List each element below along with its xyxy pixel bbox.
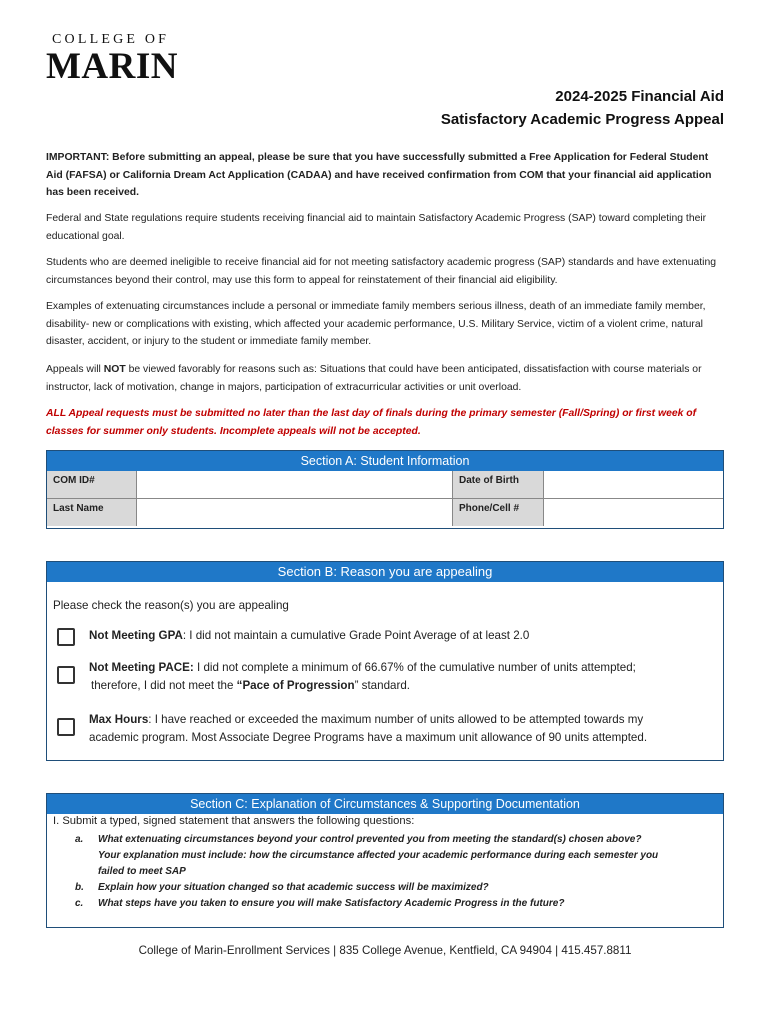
max-hours-checkbox[interactable]	[57, 718, 75, 736]
logo-line2: MARIN	[46, 46, 178, 87]
question-b: Explain how your situation changed so that academic success will be maximized?	[98, 882, 489, 893]
section-a-title: Section A: Student Information	[47, 451, 723, 471]
section-c-explanation	[46, 793, 724, 928]
question-b-marker: b.	[75, 882, 84, 893]
section-b-title: Section B: Reason you are appealing	[47, 562, 723, 582]
college-logo	[46, 30, 186, 90]
phone-field[interactable]	[544, 499, 723, 526]
date-of-birth-field[interactable]	[544, 471, 723, 498]
paragraph-regulations: Federal and State regulations require students receiving financial aid to maintain Satisfactory Academic Progress (SAP) toward completing their educational goal.	[46, 213, 707, 242]
question-c: What steps have you taken to ensure you will make Satisfactory Academic Progress in the future?	[98, 898, 565, 909]
question-c-marker: c.	[75, 898, 84, 909]
section-b-prompt: Please check the reason(s) you are appealing	[53, 599, 289, 612]
pace-checkbox[interactable]	[57, 666, 75, 684]
paragraph-examples: Examples of extenuating circumstances include a personal or immediate family members serious illness, death of an immediate family member, disability- new or complications with existing, which affected your academic performance, U.S. Military Service, victim of a violent crime, natural disaster, accident, or injury to the student or immediate family member.	[46, 301, 706, 348]
paragraph-eligibility: Students who are deemed ineligible to receive financial aid for not meeting satisfactory academic progress (SAP) standards and have extenuating circumstances beyond their control, may use this form to appeal for reinstatement of their financial aid eligibility.	[46, 257, 716, 286]
important-notice: IMPORTANT: Before submitting an appeal, please be sure that you have successfully submitted a Free Application for Federal Student Aid (FAFSA) or California Dream Act Application (CADAA) and have received confirmation from COM that your financial aid application has been received.	[46, 152, 712, 199]
logo-line1: COLLEGE OF	[52, 32, 170, 47]
last-name-label: Last Name	[47, 499, 137, 526]
gpa-reason: Not Meeting GPA: I did not maintain a cumulative Grade Point Average of at least 2.0	[89, 629, 530, 642]
section-c-title: Section C: Explanation of Circumstances & Supporting Documentation	[47, 794, 723, 814]
form-title-line2: Satisfactory Academic Progress Appeal	[440, 111, 724, 128]
pace-reason: Not Meeting PACE: I did not complete a minimum of 66.67% of the cumulative number of units attempted; therefore, I did not meet the “Pace of Progression” standard.	[89, 661, 636, 692]
com-id-field[interactable]	[137, 471, 453, 498]
section-a-student-information	[46, 450, 724, 529]
max-hours-reason: Max Hours: I have reached or exceeded the maximum number of units allowed to be attempted towards my academic program. Most Associate Degree Programs have a maximum unit allowance of 90 units attempted.	[89, 713, 648, 744]
gpa-checkbox[interactable]	[57, 628, 75, 646]
form-title-line1: 2024-2025 Financial Aid	[555, 88, 724, 105]
com-id-label: COM ID#	[47, 471, 137, 498]
date-of-birth-label: Date of Birth	[453, 471, 544, 498]
footer-contact: College of Marin-Enrollment Services | 835 College Avenue, Kentfield, CA 94904 | 415.457.8811	[138, 944, 632, 957]
deadline-notice: ALL Appeal requests must be submitted no later than the last day of finals during the primary semester (Fall/Spring) or first week of classes for summer only students. Incomplete appeals will not be accepted.	[46, 408, 697, 437]
last-name-field[interactable]	[137, 499, 453, 526]
section-b-reason	[46, 561, 724, 761]
question-a: What extenuating circumstances beyond your control prevented you from meeting the standard(s) chosen above? Your explanation must include: how the circumstance affected your academic performance during each semester you failed to meet SAP	[98, 834, 659, 877]
phone-label: Phone/Cell #	[453, 499, 544, 526]
paragraph-not-favorable: Appeals will NOT be viewed favorably for reasons such as: Situations that could have been anticipated, dissatisfaction with course materials or instructor, lack of motivation, change in majors, participation of extracurricular activities or unit overload.	[46, 364, 702, 393]
question-a-marker: a.	[75, 834, 84, 845]
section-c-instruction: I. Submit a typed, signed statement that answers the following questions:	[53, 815, 415, 827]
